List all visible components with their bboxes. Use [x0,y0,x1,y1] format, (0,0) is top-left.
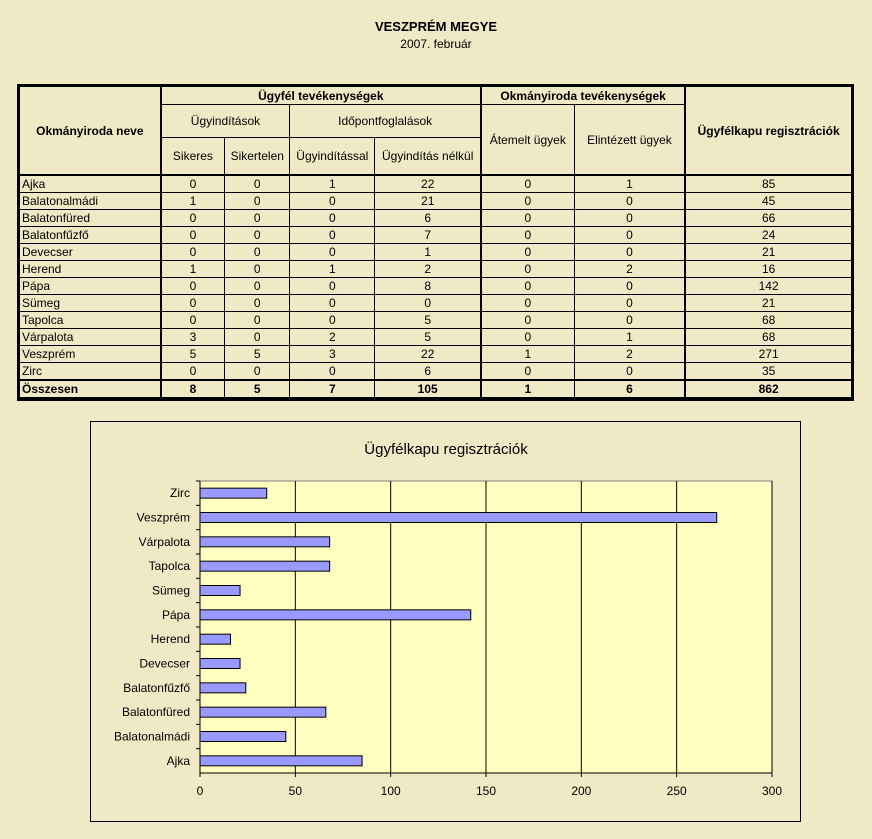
value-cell: 1 [481,380,574,398]
value-cell: 5 [225,346,290,363]
value-cell: 6 [375,210,481,227]
table-row [20,295,852,312]
value-cell: 0 [161,278,225,295]
x-tick-label: 150 [475,784,497,798]
value-cell: 0 [481,210,574,227]
value-cell: 3 [290,346,375,363]
value-cell: 7 [375,227,481,244]
value-cell: 24 [685,227,851,244]
col-without-initiation: Ügyindítás nélkül [375,138,481,176]
value-cell: 0 [481,312,574,329]
value-cell: 2 [375,261,481,278]
value-cell: 21 [375,193,481,210]
value-cell: 0 [481,261,574,278]
bar-veszprém [200,513,717,523]
x-tick-label: 200 [571,784,592,798]
value-cell: 5 [225,380,290,398]
value-cell: 0 [161,295,225,312]
y-category-label: Veszprém [136,510,190,525]
value-cell: 0 [225,244,290,261]
office-name-cell: Összesen [20,380,161,398]
office-name-cell: Pápa [20,278,161,295]
table-row [20,363,852,381]
value-cell: 0 [481,227,574,244]
table-row [20,227,852,244]
value-cell: 0 [290,244,375,261]
x-tick-label: 0 [196,784,204,798]
table-row [20,278,852,295]
value-cell: 6 [375,363,481,381]
value-cell: 0 [574,312,685,329]
value-cell: 0 [481,175,574,193]
office-name-cell: Herend [20,261,161,278]
value-cell: 0 [574,227,685,244]
value-cell: 0 [481,193,574,210]
office-name-cell: Balatonalmádi [20,193,161,210]
value-cell: 5 [375,312,481,329]
value-cell: 0 [290,210,375,227]
value-cell: 0 [161,312,225,329]
office-name-cell: Balatonfüred [20,210,161,227]
value-cell: 0 [574,278,685,295]
value-cell: 0 [225,329,290,346]
value-cell: 6 [574,380,685,398]
value-cell: 862 [685,380,851,398]
table-row [20,329,852,346]
table-row [20,312,852,329]
value-cell: 1 [290,261,375,278]
value-cell: 0 [375,295,481,312]
value-cell: 68 [685,312,851,329]
value-cell: 0 [574,244,685,261]
value-cell: 0 [225,295,290,312]
office-name-cell: Tapolca [20,312,161,329]
value-cell: 0 [290,363,375,381]
bar-várpalota [200,537,330,547]
value-cell: 0 [161,244,225,261]
value-cell: 0 [574,193,685,210]
bar-zirc [200,488,267,498]
total-row [20,380,852,398]
value-cell: 22 [375,175,481,193]
value-cell: 22 [375,346,481,363]
y-category-label: Ajka [166,753,190,768]
value-cell: 7 [290,380,375,398]
value-cell: 0 [225,227,290,244]
page-subtitle: 2007. február [400,37,472,51]
col-office-name: Okmányiroda neve [20,87,161,176]
value-cell: 0 [161,210,225,227]
value-cell: 85 [685,175,851,193]
x-tick-label: 250 [666,784,687,798]
value-cell: 21 [685,244,851,261]
value-cell: 45 [685,193,851,210]
value-cell: 1 [290,175,375,193]
x-tick-label: 100 [380,784,401,798]
value-cell: 0 [481,295,574,312]
value-cell: 0 [290,227,375,244]
x-tick-label: 300 [761,784,783,798]
table-row [20,210,852,227]
office-name-cell: Veszprém [20,346,161,363]
office-name-cell: Sümeg [20,295,161,312]
y-category-label: Zirc [170,486,190,501]
value-cell: 0 [225,312,290,329]
bar-balatonfüred [200,707,326,717]
y-category-label: Devecser [139,656,190,671]
bar-ajka [200,756,362,766]
table-row [20,346,852,363]
value-cell: 0 [290,278,375,295]
value-cell: 0 [161,227,225,244]
value-cell: 0 [574,363,685,381]
office-name-cell: Balatonfűzfő [20,227,161,244]
value-cell: 0 [481,363,574,381]
table-row [20,244,852,261]
y-category-label: Balatonfüred [121,705,190,720]
value-cell: 3 [161,329,225,346]
bar-balatonfűzfő [200,683,246,693]
y-category-label: Balatonalmádi [113,729,190,744]
value-cell: 1 [375,244,481,261]
value-cell: 0 [290,312,375,329]
value-cell: 2 [574,346,685,363]
value-cell: 0 [225,210,290,227]
office-name-cell: Ajka [20,175,161,193]
bar-balatonalmádi [200,732,286,742]
value-cell: 35 [685,363,851,381]
bar-chart [91,422,802,823]
bar-devecser [200,659,240,669]
value-cell: 0 [161,363,225,381]
table-row [20,175,852,193]
value-cell: 0 [225,175,290,193]
bar-pápa [200,610,471,620]
office-name-cell: Devecser [20,244,161,261]
value-cell: 5 [161,346,225,363]
office-name-cell: Zirc [20,363,161,381]
value-cell: 1 [574,329,685,346]
y-category-label: Várpalota [138,534,190,549]
x-tick-label: 50 [288,784,303,798]
value-cell: 0 [481,278,574,295]
sub-appointments: Időpontfoglalások [290,105,481,138]
value-cell: 0 [225,278,290,295]
bar-tapolca [200,561,330,571]
col-completed: Elintézett ügyek [574,105,685,176]
office-name-cell: Várpalota [20,329,161,346]
value-cell: 0 [225,363,290,381]
value-cell: 0 [290,193,375,210]
value-cell: 271 [685,346,851,363]
value-cell: 2 [290,329,375,346]
table-row [20,193,852,210]
y-category-label: Sümeg [151,583,190,598]
y-category-label: Herend [150,632,190,647]
page-title: VESZPRÉM MEGYE [374,19,498,34]
value-cell: 8 [161,380,225,398]
col-with-initiation: Ügyindítással [290,138,375,176]
value-cell: 66 [685,210,851,227]
value-cell: 5 [375,329,481,346]
group-office-activities: Okmányiroda tevékenységek [481,87,685,105]
value-cell: 0 [161,175,225,193]
value-cell: 0 [481,329,574,346]
value-cell: 0 [225,261,290,278]
col-gateway-registrations: Ügyfélkapu regisztrációk [685,87,851,176]
chart-title: Ügyfélkapu regisztrációk [364,441,528,458]
value-cell: 1 [574,175,685,193]
value-cell: 8 [375,278,481,295]
bar-sümeg [200,586,240,596]
value-cell: 105 [375,380,481,398]
value-cell: 0 [290,295,375,312]
value-cell: 0 [574,210,685,227]
value-cell: 68 [685,329,851,346]
value-cell: 1 [481,346,574,363]
col-fail: Sikertelen [225,138,290,176]
col-success: Sikeres [161,138,225,176]
sub-initiations: Ügyindítások [161,105,290,138]
y-category-label: Balatonfűzfő [123,680,190,695]
statistics-table [19,86,852,399]
group-client-activities: Ügyfél tevékenységek [161,87,481,105]
y-category-label: Tapolca [148,559,190,574]
value-cell: 1 [161,261,225,278]
value-cell: 16 [685,261,851,278]
y-category-label: Pápa [161,607,190,622]
value-cell: 1 [161,193,225,210]
value-cell: 142 [685,278,851,295]
value-cell: 0 [481,244,574,261]
value-cell: 2 [574,261,685,278]
value-cell: 0 [574,295,685,312]
bar-herend [200,634,231,644]
chart-area [90,421,801,822]
value-cell: 0 [225,193,290,210]
col-transferred: Átemelt ügyek [481,105,574,176]
table-row [20,261,852,278]
value-cell: 21 [685,295,851,312]
